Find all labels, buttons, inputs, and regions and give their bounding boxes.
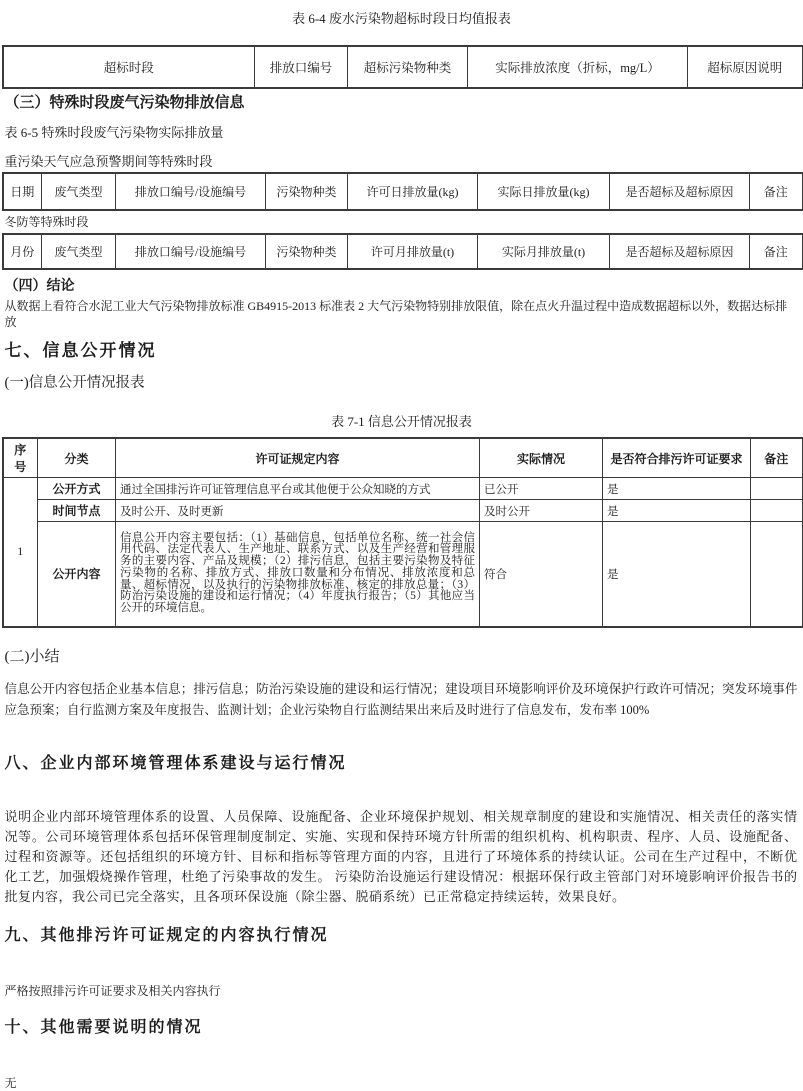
table-6-5-caption: 表 6-5 特殊时段废气污染物实际排放量 xyxy=(5,124,802,141)
section-7-sub2-heading: (二)小结 xyxy=(5,648,802,667)
column-header: 污染物种类 xyxy=(266,234,348,269)
table-header-row xyxy=(3,438,803,478)
section-10-text: 无 xyxy=(5,1075,799,1091)
section-8-heading: 八、企业内部环境管理体系建设与运行情况 xyxy=(5,753,802,775)
winter-period-label: 冬防等特殊时段 xyxy=(5,214,802,231)
column-header: 月份 xyxy=(3,234,42,269)
column-header: 备注 xyxy=(750,173,803,210)
column-header: 分类 xyxy=(38,438,116,478)
cell-category: 公开方式 xyxy=(38,478,116,500)
cell-comply: 是 xyxy=(603,478,751,500)
cell-actual: 及时公开 xyxy=(480,500,603,522)
column-header: 超标污染物种类 xyxy=(348,46,468,88)
column-header: 日期 xyxy=(3,173,42,210)
table-7-1 xyxy=(2,437,803,628)
table-row-time-node xyxy=(3,500,803,522)
column-header: 超标原因说明 xyxy=(688,46,803,88)
column-header: 废气类型 xyxy=(42,234,116,269)
column-header: 许可证规定内容 xyxy=(116,438,480,478)
column-header: 污染物种类 xyxy=(266,173,348,210)
cell-note xyxy=(751,522,803,627)
cell-category: 时间节点 xyxy=(38,500,116,522)
cell-requirement: 信息公开内容主要包括：（1）基础信息，包括单位名称、统一社会信用代码、法定代表人、生产地址、联系方式、以及生产经营和管理服务的主要内容、产品及规模；（2）排污信息，包括主要污染物及特征污染物的名称、排放方式、排放口数量和分布情况、排放浓度和总量、超标情况，以及执行的污染物排放标准、核定的排放总量；（3）防治污染设施的建设和运行情况；（4）年度执行报告；（5）其他应当公开的环境信息。 xyxy=(116,522,480,627)
cell-actual: 已公开 xyxy=(480,478,603,500)
table-6-5-winter xyxy=(2,233,803,270)
column-header: 实际排放浓度（折标，mg/L） xyxy=(468,46,688,88)
section-10-heading: 十、其他需要说明的情况 xyxy=(5,1017,802,1039)
column-header: 是否超标及超标原因 xyxy=(610,234,750,269)
section-4-heading: （四）结论 xyxy=(5,276,802,294)
cell-requirement: 通过全国排污许可证管理信息平台或其他便于公众知晓的方式 xyxy=(116,478,480,500)
column-header: 序号 xyxy=(3,438,38,478)
section-7-sub1-heading: (一)信息公开情况报表 xyxy=(5,374,802,393)
table-7-1-caption: 表 7-1 信息公开情况报表 xyxy=(2,413,802,431)
section-8-text: 说明企业内部环境管理体系的设置、人员保障、设施配备、企业环境保护规划、相关规章制度的建设和实施情况、相关责任的落实情况等。公司环境管理体系包括环保管理制度制定、实施、实现和保持环境方针所需的组织机构、机构职责、程序、人员、设施配备、过程和资源等。还包括组织的环境方针、目标和指标等管理方面的内容，且进行了环境体系的持续认证。公司在生产过程中，不断优化工艺，加强煅烧操作管理，杜绝了污染事故的发生。 污染防治设施运行建设情况：根据环保行政主管部门对环境影响评价报告书的批复内容，我公司已完全落实，且各项环保设施（除尘器、脱硝系统）已正常稳定持续运转，效果良好。 xyxy=(5,807,798,907)
column-header: 备注 xyxy=(750,234,803,269)
column-header: 实际日排放量(kg) xyxy=(478,173,610,210)
column-header: 是否符合排污许可证要求 xyxy=(603,438,751,478)
report-page xyxy=(2,10,802,1084)
column-header: 排放口编号/设施编号 xyxy=(116,173,266,210)
table-row-publish-method xyxy=(3,478,803,500)
column-header: 废气类型 xyxy=(42,173,116,210)
cell-note xyxy=(751,500,803,522)
section-7-heading: 七、信息公开情况 xyxy=(5,340,802,362)
section-3-heading: （三）特殊时段废气污染物排放信息 xyxy=(5,93,802,113)
column-header: 许可月排放量(t) xyxy=(348,234,478,269)
column-header: 实际月排放量(t) xyxy=(478,234,610,269)
heavy-pollution-period-label: 重污染天气应急预警期间等特殊时段 xyxy=(5,153,802,170)
column-header: 备注 xyxy=(751,438,803,478)
table-row xyxy=(3,234,803,269)
cell-category: 公开内容 xyxy=(38,522,116,627)
table-6-5-heavy xyxy=(2,172,803,211)
column-header: 超标时段 xyxy=(3,46,255,88)
section-9-text: 严格按照排污许可证要求及相关内容执行 xyxy=(5,983,799,999)
column-header: 是否超标及超标原因 xyxy=(610,173,750,210)
section-7-summary-text: 信息公开内容包括企业基本信息；排污信息；防治污染设施的建设和运行情况；建设项目环境影响评价及环境保护行政许可情况；突发环境事件应急预案；自行监测方案及年度报告、监测计划；企业污染物自行监测结果出来后及时进行了信息发布，发布率 100% xyxy=(5,679,798,721)
table-row xyxy=(3,173,803,210)
table-row xyxy=(3,46,803,88)
cell-note xyxy=(751,478,803,500)
column-header: 排放口编号 xyxy=(255,46,348,88)
table-6-4-caption: 表 6-4 废水污染物超标时段日均值报表 xyxy=(2,10,802,28)
section-4-conclusion-text: 从数据上看符合水泥工业大气污染物排放标准 GB4915-2013 标准表 2 大气污染物特别排放限值，除在点火升温过程中造成数据超标以外，数据达标排放 xyxy=(5,298,799,330)
column-header: 排放口编号/设施编号 xyxy=(116,234,266,269)
cell-comply: 是 xyxy=(603,522,751,627)
cell-comply: 是 xyxy=(603,500,751,522)
cell-requirement: 及时公开、及时更新 xyxy=(116,500,480,522)
column-header: 实际情况 xyxy=(480,438,603,478)
table-6-4 xyxy=(2,45,803,89)
cell-seq: 1 xyxy=(3,478,38,627)
column-header: 许可日排放量(kg) xyxy=(348,173,478,210)
cell-actual: 符合 xyxy=(480,522,603,627)
section-9-heading: 九、其他排污许可证规定的内容执行情况 xyxy=(5,925,802,947)
table-row-publish-content xyxy=(3,522,803,627)
